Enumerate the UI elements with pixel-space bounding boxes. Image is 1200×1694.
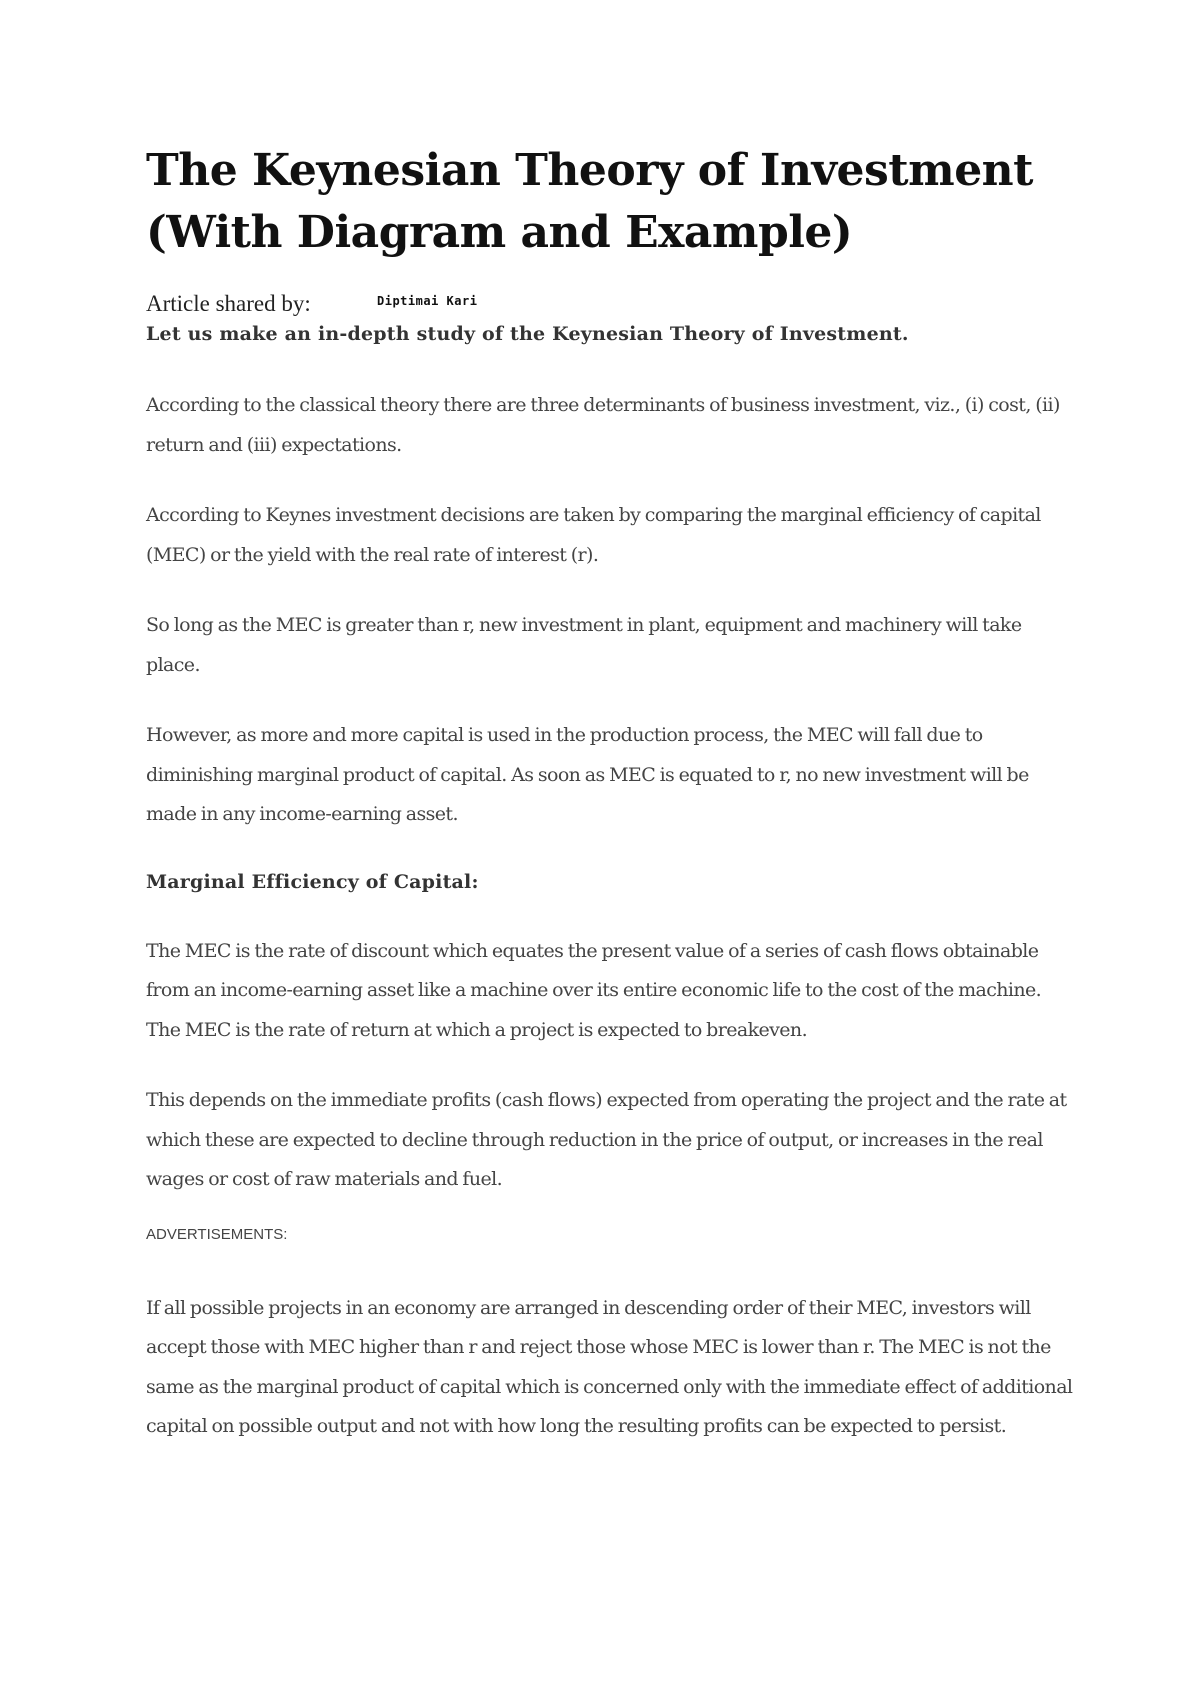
section-heading-mec: Marginal Efficiency of Capital: — [146, 870, 479, 893]
paragraph-classical-theory: According to the classical theory there are three determinants of business investment, viz., (i) cost, (ii) return and (iii) expectations. — [146, 394, 1060, 456]
paragraph-mec-falls: However, as more and more capital is used in the production process, the MEC will fall due to diminishing marginal product of capital. As soon as MEC is equated to r, no new investment will be made in any income-earning asset. — [146, 724, 1029, 825]
author-name[interactable]: Diptimai Kari — [377, 294, 478, 308]
article-title-line2: (With Diagram and Example) — [146, 207, 853, 258]
article-title — [146, 140, 1076, 264]
byline-label: Article shared by: — [146, 291, 311, 316]
paragraph-projects-ranking: If all possible projects in an economy are arranged in descending order of their MEC, investors will accept those with MEC higher than r and reject those whose MEC is lower than r. The MEC is not the same as the marginal product of capital which is concerned only with the immediate effect of additional capital on possible output and not with how long the resulting profits can be expected to persist. — [146, 1296, 1073, 1437]
article-lede: Let us make an in-depth study of the Keynesian Theory of Investment. — [146, 323, 909, 345]
paragraph-mec-depends: This depends on the immediate profits (cash flows) expected from operating the project and the rate at which these are expected to decline through reduction in the price of output, or increases in the real wages or cost of raw materials and fuel. — [146, 1089, 1067, 1190]
byline — [146, 290, 1076, 318]
paragraph-keynes-decisions: According to Keynes investment decisions are taken by comparing the marginal efficiency of capital (MEC) or the yield with the real rate of interest (r). — [146, 504, 1041, 566]
advertisements-label: ADVERTISEMENTS: — [146, 1225, 288, 1243]
paragraph-mec-greater-than-r: So long as the MEC is greater than r, new investment in plant, equipment and machinery will take place. — [146, 614, 1022, 676]
article-title-line1: The Keynesian Theory of Investment — [146, 145, 1033, 196]
article — [146, 140, 1076, 1478]
paragraph-mec-definition: The MEC is the rate of discount which equates the present value of a series of cash flows obtainable from an income-earning asset like a machine over its entire economic life to the cost of the machine. The MEC is the rate of return at which a project is expected to breakeven. — [146, 939, 1042, 1041]
